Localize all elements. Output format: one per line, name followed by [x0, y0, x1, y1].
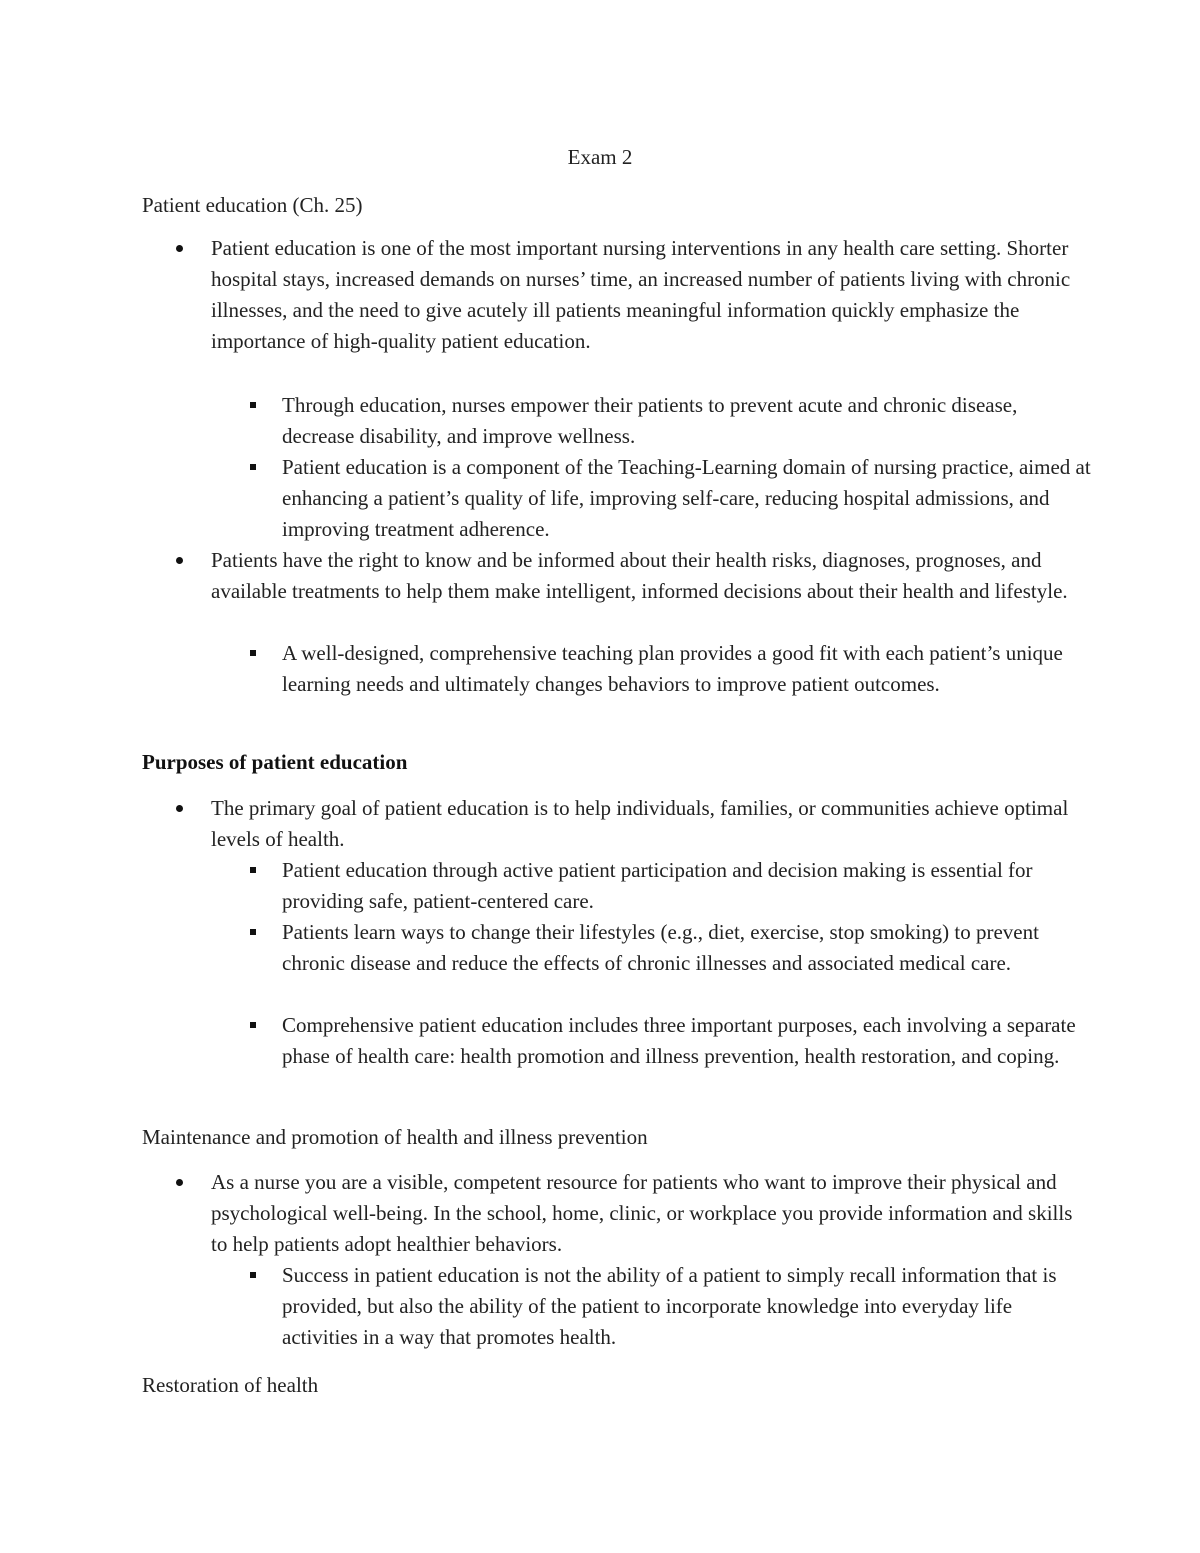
sub-list-item-text: Comprehensive patient education includes three important purposes, each involving a separate phase of health care: health promotion and illness prevention, health restoration, and coping.	[282, 1013, 1076, 1068]
list-item	[211, 1167, 1091, 1260]
section-heading-patient-education: Patient education (Ch. 25)	[142, 193, 363, 217]
list-item	[211, 545, 1091, 607]
sub-list-item-text: A well-designed, comprehensive teaching plan provides a good fit with each patient’s unique learning needs and ultimately changes behaviors to improve patient outcomes.	[282, 641, 1063, 696]
list-item-text: Patients have the right to know and be informed about their health risks, diagnoses, prognoses, and available treatments to help them make intelligent, informed decisions about their health and lifestyle.	[211, 548, 1068, 603]
list-item-text: Patient education is one of the most important nursing interventions in any health care setting. Shorter hospital stays, increased demands on nurses’ time, an increased number of patients living with chronic illnesses, and the need to give acutely ill patients meaningful information quickly emphasize the importance of high-quality patient education.	[211, 236, 1071, 353]
sub-list-item	[282, 638, 1092, 700]
bullet-square-icon	[250, 1272, 256, 1278]
bullet-square-icon	[250, 929, 256, 935]
sub-list-item-text: Through education, nurses empower their patients to prevent acute and chronic disease, decrease disability, and improve wellness.	[282, 393, 1018, 448]
bullet-disc-icon	[176, 245, 183, 252]
section-heading-restoration: Restoration of health	[142, 1373, 319, 1397]
bullet-disc-icon	[176, 557, 183, 564]
bullet-disc-icon	[176, 1179, 183, 1186]
sub-list-item	[282, 917, 1092, 979]
sub-list-item	[282, 1010, 1092, 1072]
sub-list-item	[282, 452, 1092, 545]
sub-list-item-text: Success in patient education is not the ability of a patient to simply recall information that is provided, but also the ability of the patient to incorporate knowledge into everyday life activities in a way that promotes health.	[282, 1263, 1057, 1349]
sub-list-item	[282, 390, 1092, 452]
sub-list-item-text: Patient education is a component of the Teaching-Learning domain of nursing practice, aimed at enhancing a patient’s quality of life, improving self-care, reducing hospital admissions, and improving treatment adherence.	[282, 455, 1091, 541]
sub-list-item	[282, 855, 1092, 917]
list-item	[211, 233, 1091, 357]
bullet-square-icon	[250, 402, 256, 408]
sub-list-item	[282, 1260, 1092, 1353]
bullet-disc-icon	[176, 805, 183, 812]
bullet-square-icon	[250, 867, 256, 873]
bullet-square-icon	[250, 1022, 256, 1028]
section-heading-maintenance: Maintenance and promotion of health and illness prevention	[142, 1125, 648, 1149]
list-item	[211, 793, 1091, 855]
list-item-text: The primary goal of patient education is to help individuals, families, or communities achieve optimal levels of health.	[211, 796, 1069, 851]
bullet-square-icon	[250, 464, 256, 470]
sub-list-item-text: Patients learn ways to change their lifestyles (e.g., diet, exercise, stop smoking) to prevent chronic disease and reduce the effects of chronic illnesses and associated medical care.	[282, 920, 1039, 975]
sub-list-item-text: Patient education through active patient participation and decision making is essential for providing safe, patient-centered care.	[282, 858, 1033, 913]
bullet-square-icon	[250, 650, 256, 656]
section-heading-purposes: Purposes of patient education	[142, 750, 408, 774]
document-title: Exam 2	[567, 145, 633, 169]
list-item-text: As a nurse you are a visible, competent resource for patients who want to improve their physical and psychological well-being. In the school, home, clinic, or workplace you provide information and skills to help patients adopt healthier behaviors.	[211, 1170, 1073, 1256]
